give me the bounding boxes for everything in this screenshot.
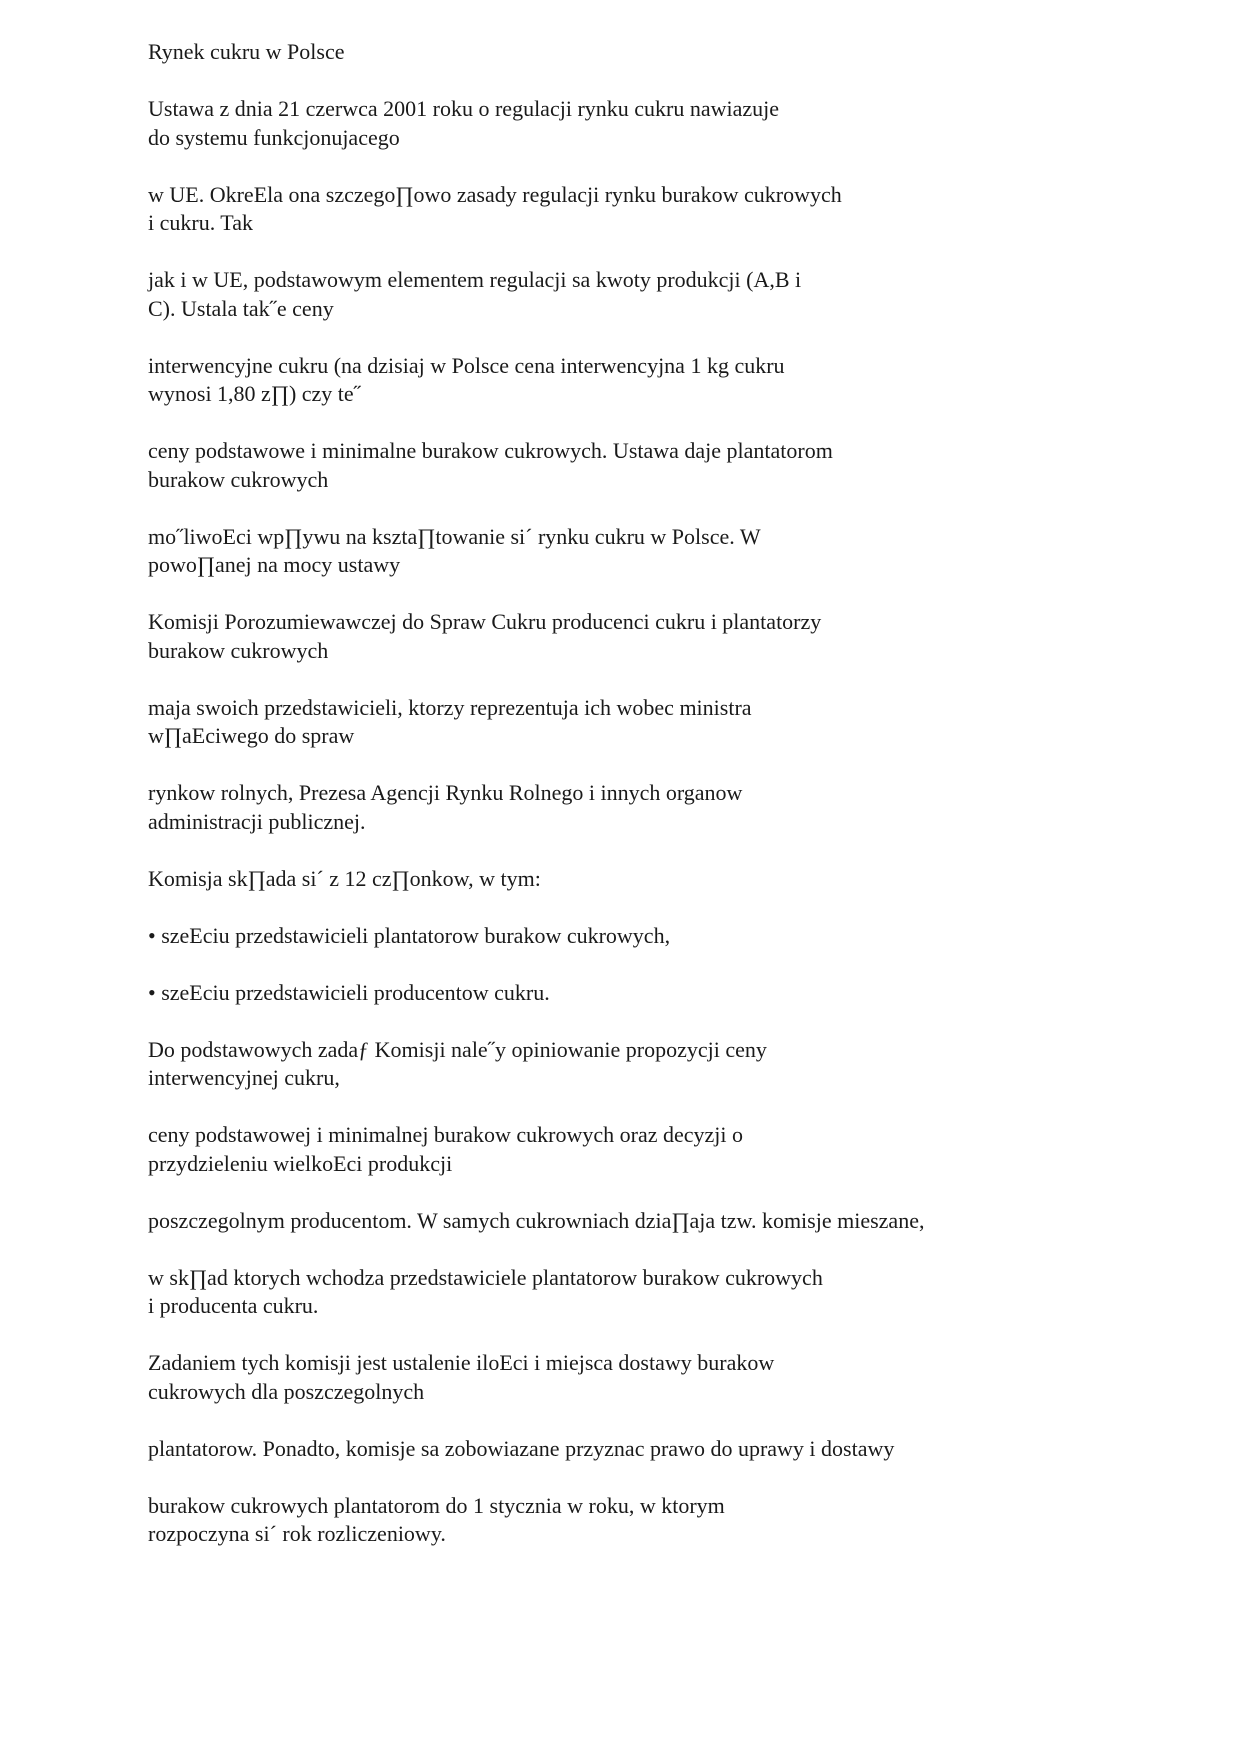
bullet-item: • szeEciu przedstawicieli plantatorow burakow cukrowych, — [148, 922, 671, 948]
paragraph: rynkow rolnych, Prezesa Agencji Rynku Rolnego i innych organow administracji publicznej. — [148, 780, 743, 834]
paragraph: jak i w UE, podstawowym elementem regulacji sa kwoty produkcji (A,B i C). Ustala tak˝e ceny — [148, 267, 802, 321]
paragraph: poszczegolnym producentom. W samych cukrowniach dzia∏aja tzw. komisje mieszane, — [148, 1207, 925, 1233]
paragraph: Ustawa z dnia 21 czerwca 2001 roku o regulacji rynku cukru nawiazuje do systemu funkcjonujacego — [148, 96, 780, 150]
paragraph: mo˝liwoEci wp∏ywu na kszta∏towanie si´ rynku cukru w Polsce. W powo∏anej na mocy ustawy — [148, 523, 761, 577]
paragraph: Komisja sk∏ada si´ z 12 cz∏onkow, w tym: — [148, 865, 541, 891]
paragraph: Komisji Porozumiewawczej do Spraw Cukru producenci cukru i plantatorzy burakow cukrowych — [148, 609, 822, 663]
document-title: Rynek cukru w Polsce — [148, 39, 345, 64]
paragraph: burakow cukrowych plantatorom do 1 stycznia w roku, w ktorym rozpoczyna si´ rok rozliczeniowy. — [148, 1492, 725, 1546]
document-body — [148, 38, 1148, 1577]
paragraph: interwencyjne cukru (na dzisiaj w Polsce cena interwencyjna 1 kg cukru wynosi 1,80 z∏) czy te˝ — [148, 352, 785, 406]
paragraph: maja swoich przedstawicieli, ktorzy reprezentuja ich wobec ministra w∏aEciwego do spraw — [148, 694, 752, 748]
paragraph: plantatorow. Ponadto, komisje sa zobowiazane przyznac prawo do uprawy i dostawy — [148, 1435, 895, 1461]
paragraph: ceny podstawowe i minimalne burakow cukrowych. Ustawa daje plantatorom burakow cukrowych — [148, 438, 833, 492]
bullet-item: • szeEciu przedstawicieli producentow cukru. — [148, 979, 550, 1005]
paragraph: ceny podstawowej i minimalnej burakow cukrowych oraz decyzji o przydzieleniu wielkoEci produkcji — [148, 1122, 744, 1176]
paragraph: Zadaniem tych komisji jest ustalenie iloEci i miejsca dostawy burakow cukrowych dla poszczegolnych — [148, 1350, 775, 1404]
paragraph: w UE. OkreEla ona szczego∏owo zasady regulacji rynku burakow cukrowych i cukru. Tak — [148, 181, 842, 235]
paragraph: w sk∏ad ktorych wchodza przedstawiciele plantatorow burakow cukrowych i producenta cukru. — [148, 1264, 823, 1318]
paragraph: Do podstawowych zadaƒ Komisji nale˝y opiniowanie propozycji ceny interwencyjnej cukru, — [148, 1036, 767, 1090]
